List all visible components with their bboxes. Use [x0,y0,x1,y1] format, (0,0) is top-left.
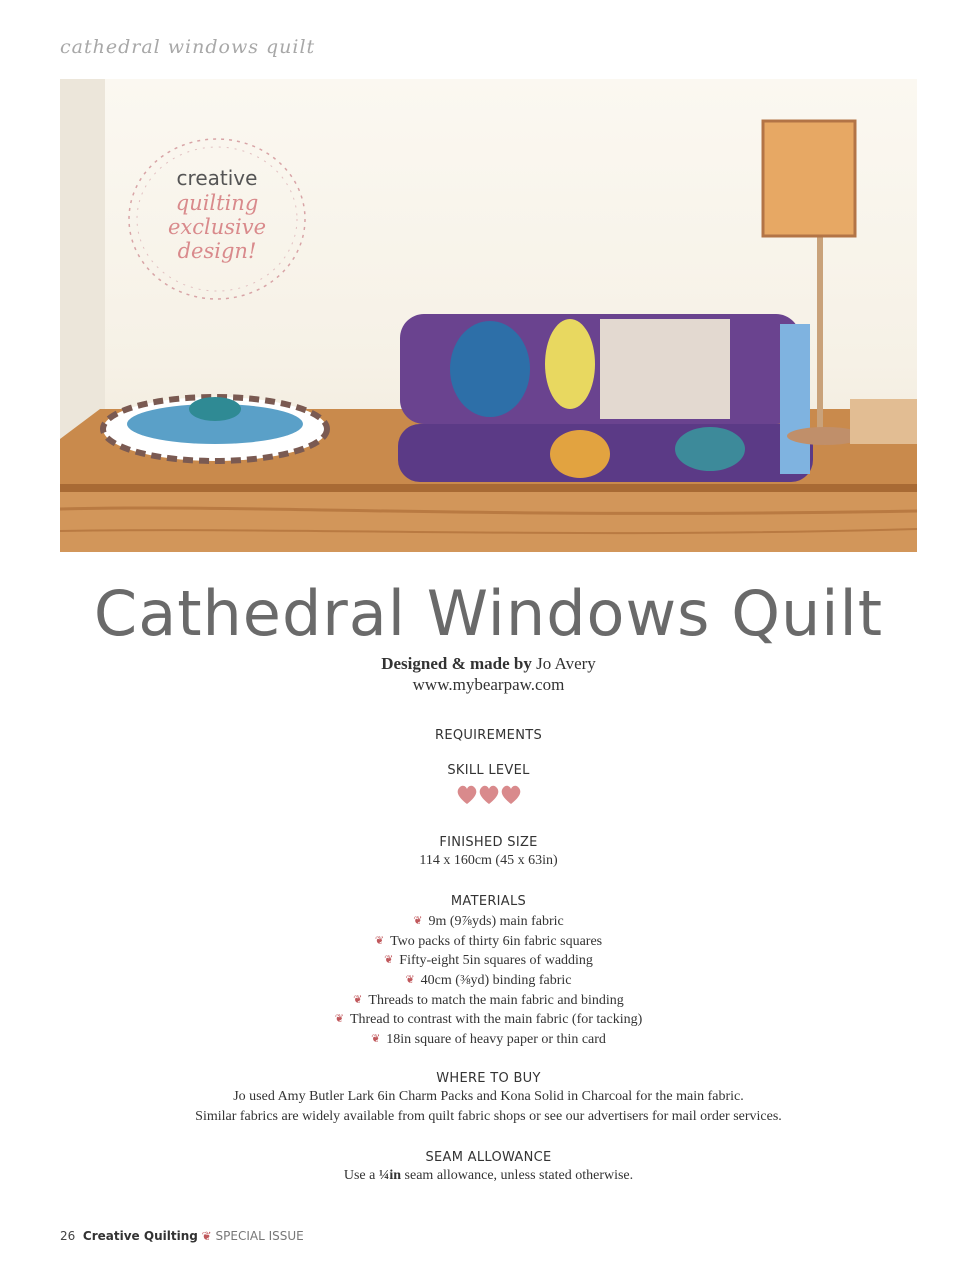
materials-list [0,912,977,1050]
exclusive-design-badge [122,134,312,304]
page-title: Cathedral Windows Quilt [93,577,884,650]
seam-suffix: seam allowance, unless stated otherwise. [401,1168,634,1183]
material-text: Threads to match the main fabric and binding [368,992,624,1008]
material-text: 40cm (⅜yd) binding fabric [420,973,572,989]
requirements-heading: REQUIREMENTS [434,728,543,743]
publication-name: Creative Quilting [82,1229,198,1243]
hero-photo [60,79,917,552]
seam-prefix: Use a [343,1168,379,1183]
where-to-buy-heading: WHERE TO BUY [436,1071,541,1086]
materials-heading: MATERIALS [450,894,527,909]
running-head: cathedral windows quilt [60,36,316,58]
heart-divider-icon: ❦ [201,1229,212,1243]
material-text: Thread to contrast with the main fabric (for tacking) [349,1012,643,1028]
skill-level-heading: SKILL LEVEL [447,763,530,778]
list-item [0,991,977,1011]
where-to-buy-line-1: Jo used Amy Butler Lark 6in Charm Packs and Kona Solid in Charcoal for the main fabric. [233,1089,744,1104]
list-item [0,951,977,971]
heart-bullet-icon: ❦ [384,954,394,967]
list-item [0,1010,977,1030]
badge-word-creative: creative [176,166,258,190]
skill-hearts-icon [456,783,522,807]
heart-bullet-icon: ❦ [374,934,385,947]
heart-bullet-icon: ❦ [334,1013,344,1026]
seam-allowance-heading: SEAM ALLOWANCE [425,1150,552,1165]
material-text: Fifty-eight 5in squares of wadding [399,953,593,969]
finished-size-value: 114 x 160cm (45 x 63in) [419,853,558,868]
list-item [0,912,977,932]
heart-bullet-icon: ❦ [405,974,415,987]
where-to-buy-line-2: Similar fabrics are widely available from quilt fabric shops or see our advertisers for mail order services. [195,1109,782,1124]
page-footer [60,1229,304,1243]
designer-website-link[interactable]: www.mybearpaw.com [412,675,565,694]
issue-label: SPECIAL ISSUE [215,1229,304,1243]
skill-level-rating [0,783,977,812]
page-number: 26 [60,1229,76,1243]
list-item [0,932,977,952]
byline-label: Designed & made by [381,654,532,673]
seam-value: ¼in [378,1168,402,1183]
finished-size-heading: FINISHED SIZE [439,835,538,850]
material-text: Two packs of thirty 6in fabric squares [390,933,603,949]
badge-word-quilting: quilting [175,191,259,215]
list-item [0,971,977,991]
seam-allowance-text [0,1168,977,1184]
badge-word-design: design! [177,239,257,263]
list-item [0,1030,977,1050]
material-text: 9m (9⅞yds) main fabric [428,914,564,929]
designer-byline [0,654,977,674]
heart-bullet-icon: ❦ [413,915,423,927]
heart-bullet-icon: ❦ [353,993,363,1006]
designer-name: Jo Avery [536,654,596,673]
badge-word-exclusive: exclusive [167,215,267,239]
heart-bullet-icon: ❦ [371,1033,381,1046]
material-text: 18in square of heavy paper or thin card [386,1032,606,1048]
